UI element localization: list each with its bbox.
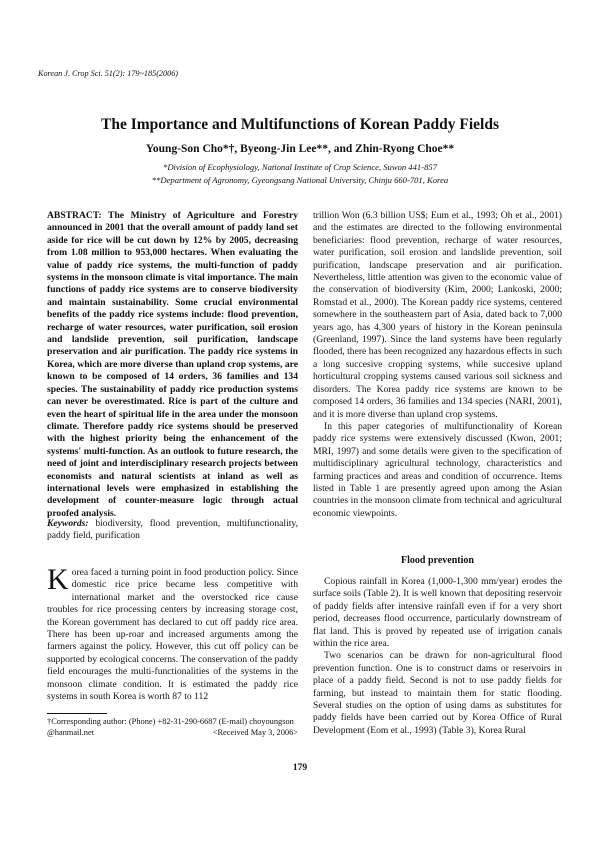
section-heading-flood: Flood prevention xyxy=(401,555,474,566)
page-number: 179 xyxy=(292,763,308,773)
affiliation-1: *Division of Ecophysiology, National Institute of Crop Science, Suwon 441-857 xyxy=(163,162,437,172)
paragraph: trillion Won (6.3 billion US$; Eum et al., 1993; Oh et al., 2001) and the estimates are directed to the following environmental beneficiaries: flood prevention, recharge of water resources, water purification, soil erosion and landslide prevention, soil purification, landscape preservation and air purification. Nevertheless, little attention was given to the economic value of the conservation of biodiversity (Kim, 2000; Lankoski, 2000; Romstad et al., 2000). The Korean paddy rice systems, centered somewhere in the southeastern part of Asia, dated back to 7,000 years ago, has 4,300 years of history in the Korean peninsula (Greenland, 1997). Since the land systems have been regularly flooded, there has been recognized any hazardous effects in such a long succesive cropping systems, while succesive upland horticultural cropping systems caused various soil sickness and disorders. The Korea paddy rice systems are known to be composed 14 orders, 36 families and 134 species (NARI, 2001), and it is more diverse than upland crop systems. xyxy=(313,210,562,420)
flood-section xyxy=(313,576,562,737)
paragraph: In this paper categories of multifunctionality of Korean paddy rice systems were extensively discussed (Kwon, 2001; MRI, 1997) and some details were given to the specification of multidisciplinary agricultural technology, characteristics and farming practices and areas and condition of occurrence. Items listed in Table 1 are presently agreed upon among the Asian countries in the monsoon climate from technical and agricultural economic viewpoints. xyxy=(313,420,562,519)
paragraph: Two scenarios can be drawn for non-agricultural flood prevention function. One is to construct dams or reservoirs in place of a paddy field. Second is not to use paddy fields for farming, but instead to maintain them for static flooding. Several studies on the option of using dams as substitutes for paddy fields have been carried out by Korea Office of Rural Development (Eom et al., 1993) (Table 3), Korea Rural xyxy=(313,650,562,736)
drop-cap: K xyxy=(47,563,69,596)
intro-text: orea faced a turning point in food production policy. Since domestic rice price became less competitive with international market and the overstocked rice cause troubles for rice processing centers by increasing storage cost, the Korean government has declared to cut off paddy rice area. There has been up-roar and increased arguments among the farmers against the policy. However, this cut off policy can be supported by ecological concerns. The conservation of the paddy field encourages the multi-functionalities of the systems in the monsoon climate condition. It is estimated the paddy rice systems in south Korea is worth 87 to 112 xyxy=(47,567,298,703)
email-tail: @hanmail.net xyxy=(47,728,95,737)
footnote xyxy=(47,716,298,738)
received-date: <Received May 3, 2006> xyxy=(212,728,298,737)
journal-citation: Korean J. Crop Sci. 51(2): 179~185(2006) xyxy=(38,69,179,78)
keywords xyxy=(47,518,298,543)
authors: Young-Son Cho*†, Byeong-Jin Lee**, and Zhin-Ryong Choe** xyxy=(145,143,455,155)
introduction xyxy=(47,563,298,703)
affiliation-2: **Department of Agronomy, Gyeongsang National University, Chinju 660-701, Korea xyxy=(151,175,449,185)
footnote-rule xyxy=(47,713,107,714)
keywords-label: Keywords: xyxy=(47,518,89,529)
abstract xyxy=(47,210,298,520)
paper-title: The Importance and Multifunctions of Korean Paddy Fields xyxy=(100,116,499,133)
keywords-text: biodiversity, flood prevention, multifunctionality, paddy field, purification xyxy=(47,518,298,542)
right-column-top xyxy=(313,210,562,520)
corresponding-author: †Corresponding author: (Phone) +82-31-290-6687 (E-mail) choyoungson xyxy=(47,717,294,726)
abstract-text: ABSTRACT: The Ministry of Agriculture and Forestry announced in 2001 that the overall amount of paddy land set aside for rice will be cut down by 12% by 2005, decreasing from 1.08 million to 953,000 hectares. When evaluating the value of paddy rice systems, the multi-function of paddy systems in the monsoon climate is vital importance. The main functions of paddy rice systems are to conserve biodiversity and maintain sustainability. Some crucial environmental benefits of the paddy rice systems include: flood prevention, recharge of water resources, water purification, soil erosion and landslide prevention, soil purification, landscape preservation and air purification. The paddy rice systems in Korea, which are more diverse than upland crop systems, are known to be composed of 14 orders, 36 families and 134 species. The sustainability of paddy rice production systems can never be overestimated. Rice is part of the culture and even the heart of spiritual life in the area under the monsoon climate. Therefore paddy rice systems should be preserved with the highest priority being the enhancement of the systems' multi-function. As an outlook to future research, the need of joint and interdisciplinary research projects between economists and natural scientists at inland as well as international levels were emphasized in establishing the development of counter-measure logic through actual proofed analysis. xyxy=(47,210,298,519)
paragraph: Copious rainfall in Korea (1,000-1,300 mm/year) erodes the surface soils (Table 2). It is well known that depositing reservoir of paddy fields after intensive rainfall even if for a very short period, decreases flood occurrence, particularly downstream of flat land. This is proved by repeated use of irrigation canals within the rice area. xyxy=(313,576,562,650)
